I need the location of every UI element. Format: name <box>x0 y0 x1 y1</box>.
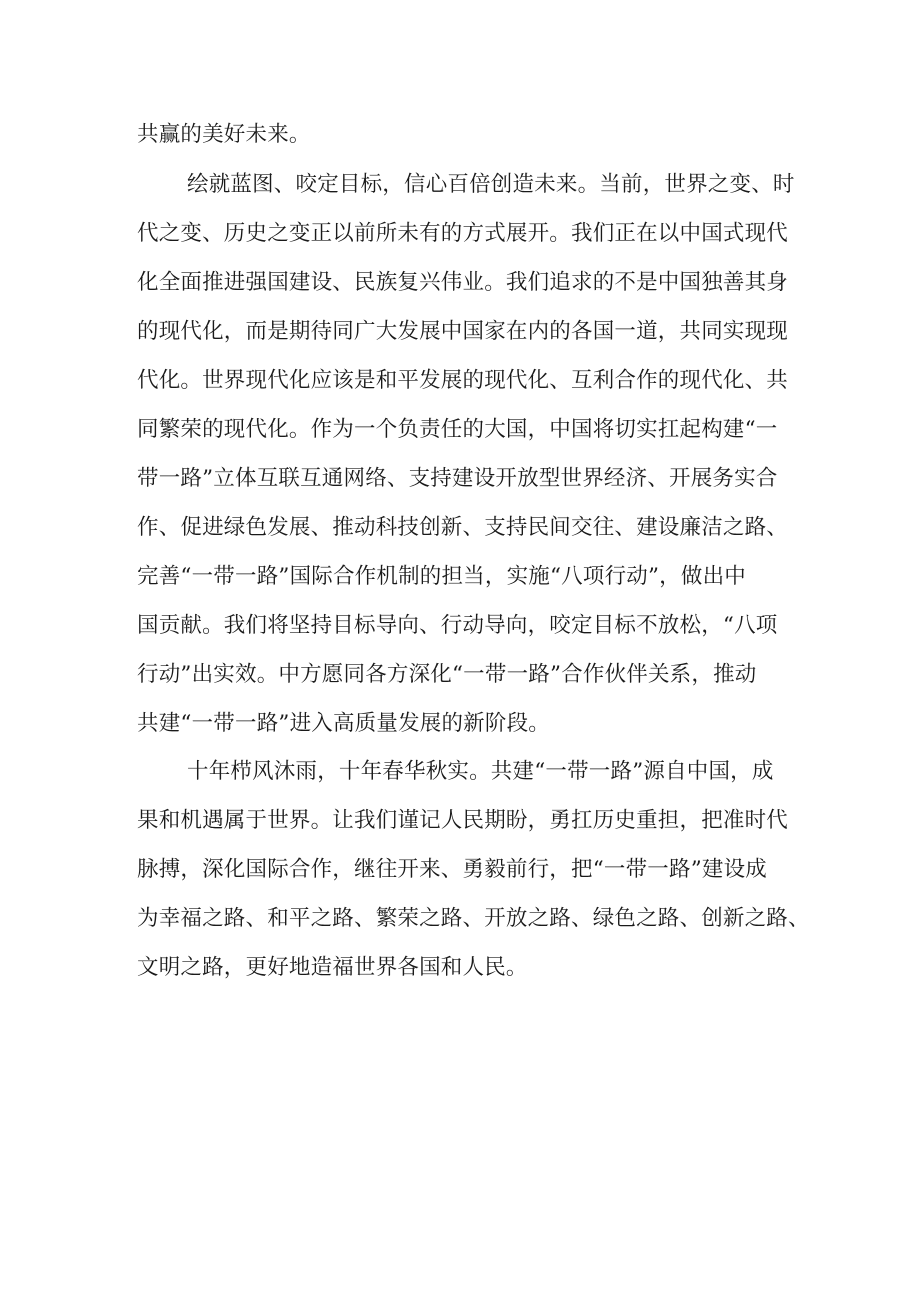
paragraph-2-line-12: 共建“一带一路”进入高质量发展的新阶段。 <box>137 711 550 736</box>
paragraph-3-line-1: 十年栉风沐雨，十年春华秋实。共建“一带一路”源自中国，成 <box>187 759 774 784</box>
paragraph-3-line-3: 脉搏，深化国际合作，继往开来、勇毅前行，把“一带一路”建设成 <box>137 857 767 882</box>
paragraph-3-line-2: 果和机遇属于世界。让我们谨记人民期盼，勇扛历史重担，把准时代 <box>137 808 789 833</box>
paragraph-2-line-1: 绘就蓝图、咬定目标，信心百倍创造未来。当前，世界之变、时 <box>187 172 795 197</box>
paragraph-2-line-2: 代之变、历史之变正以前所未有的方式展开。我们正在以中国式现代 <box>137 221 789 246</box>
paragraph-2-line-10: 国贡献。我们将坚持目标导向、行动导向，咬定目标不放松，“八项 <box>137 613 778 638</box>
paragraph-3-line-5: 文明之路，更好地造福世界各国和人民。 <box>137 955 528 980</box>
paragraph-2-line-7: 带一路”立体互联互通网络、支持建设开放型世界经济、开展务实合 <box>137 466 778 491</box>
paragraph-3-line-4: 为幸福之路、和平之路、繁荣之路、开放之路、绿色之路、创新之路、 <box>137 906 810 931</box>
paragraph-2-line-11: 行动”出实效。中方愿同各方深化“一带一路”合作伙伴关系，推动 <box>137 662 757 687</box>
paragraph-2-line-3: 化全面推进强国建设、民族复兴伟业。我们追求的不是中国独善其身 <box>137 270 789 295</box>
paragraph-2-line-9: 完善“一带一路”国际合作机制的担当，实施“八项行动”，做出中 <box>137 564 746 589</box>
paragraph-2-line-5: 代化。世界现代化应该是和平发展的现代化、互利合作的现代化、共 <box>137 368 789 393</box>
paragraph-2-line-6: 同繁荣的现代化。作为一个负责任的大国，中国将切实扛起构建“一 <box>137 417 778 442</box>
paragraph-2-line-8: 作、促进绿色发展、推动科技创新、支持民间交往、建设廉洁之路、 <box>137 515 789 540</box>
paragraph-2-line-4: 的现代化，而是期待同广大发展中国家在内的各国一道，共同实现现 <box>137 319 789 344</box>
paragraph-1-line-1: 共赢的美好未来。 <box>137 122 311 147</box>
